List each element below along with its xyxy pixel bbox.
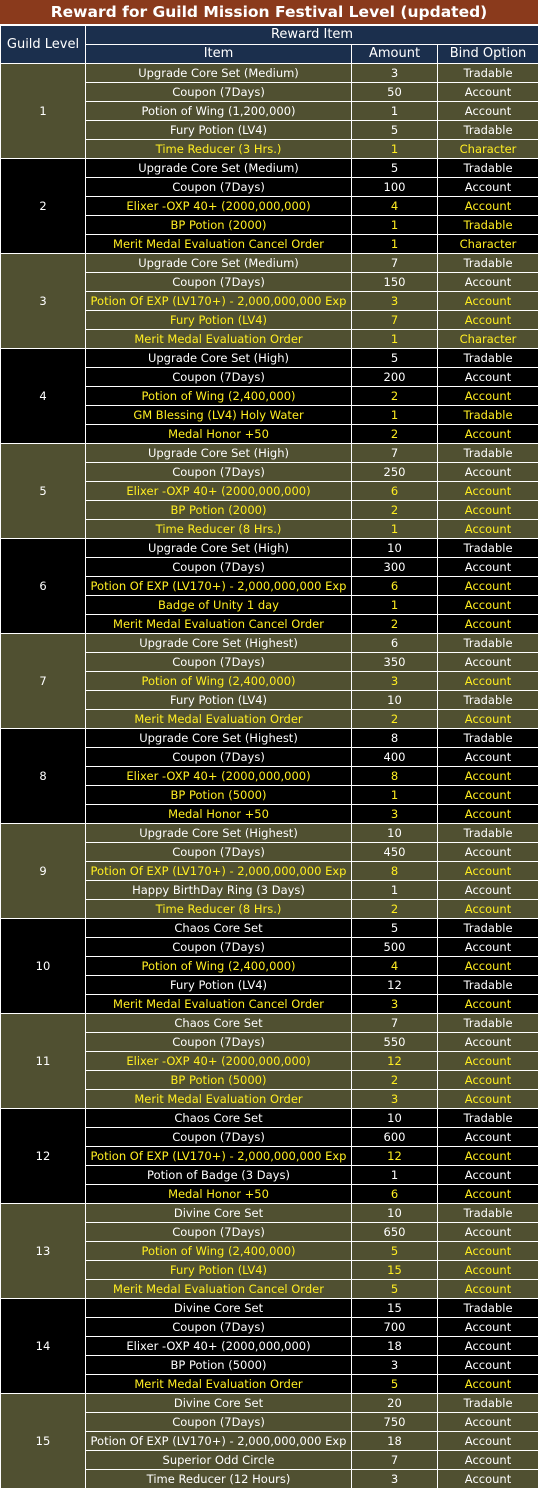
amount-cell: 5 [352,159,438,178]
amount-cell: 1 [352,330,438,349]
header-guild-level: Guild Level [1,26,86,64]
amount-cell: 7 [352,444,438,463]
bind-option-cell: Account [438,805,538,824]
amount-cell: 1 [352,102,438,121]
guild-level-cell: 11 [1,1014,86,1109]
amount-cell: 8 [352,729,438,748]
guild-level-cell: 2 [1,159,86,254]
amount-cell: 100 [352,178,438,197]
bind-option-cell: Tradable [438,634,538,653]
item-cell: Coupon (7Days) [86,558,352,577]
item-cell: Elixer -OXP 40+ (2000,000,000) [86,482,352,501]
item-cell: Coupon (7Days) [86,1128,352,1147]
amount-cell: 18 [352,1432,438,1451]
bind-option-cell: Account [438,1375,538,1394]
item-cell: Coupon (7Days) [86,748,352,767]
item-cell: BP Potion (5000) [86,1071,352,1090]
bind-option-cell: Tradable [438,1014,538,1033]
item-cell: GM Blessing (LV4) Holy Water [86,406,352,425]
amount-cell: 10 [352,691,438,710]
guild-level-cell: 8 [1,729,86,824]
amount-cell: 3 [352,1470,438,1489]
table-row [1,1299,538,1318]
item-cell: Upgrade Core Set (Highest) [86,729,352,748]
amount-cell: 6 [352,577,438,596]
bind-option-cell: Tradable [438,1299,538,1318]
table-row [1,159,538,178]
table-row [1,444,538,463]
guild-level-cell: 1 [1,64,86,159]
table-row [1,64,538,83]
amount-cell: 5 [352,1242,438,1261]
item-cell: Time Reducer (12 Hours) [86,1470,352,1489]
bind-option-cell: Account [438,1451,538,1470]
item-cell: Potion of Wing (2,400,000) [86,1242,352,1261]
table-row [1,349,538,368]
guild-level-cell: 7 [1,634,86,729]
header-item: Item [86,45,352,64]
item-cell: Potion Of EXP (LV170+) - 2,000,000,000 Exp [86,577,352,596]
amount-cell: 7 [352,311,438,330]
item-cell: Upgrade Core Set (High) [86,444,352,463]
table-row [1,824,538,843]
amount-cell: 50 [352,83,438,102]
item-cell: Potion of Wing (1,200,000) [86,102,352,121]
bind-option-cell: Account [438,1166,538,1185]
bind-option-cell: Account [438,463,538,482]
bind-option-cell: Account [438,1337,538,1356]
amount-cell: 1 [352,520,438,539]
item-cell: Elixer -OXP 40+ (2000,000,000) [86,767,352,786]
bind-option-cell: Account [438,1470,538,1489]
reward-table [0,25,538,1489]
item-cell: Upgrade Core Set (High) [86,539,352,558]
amount-cell: 8 [352,767,438,786]
item-cell: Potion Of EXP (LV170+) - 2,000,000,000 Exp [86,1147,352,1166]
bind-option-cell: Tradable [438,824,538,843]
bind-option-cell: Tradable [438,216,538,235]
item-cell: Divine Core Set [86,1299,352,1318]
header-bind-option: Bind Option [438,45,538,64]
reward-table-body [1,64,538,1489]
amount-cell: 12 [352,1147,438,1166]
item-cell: Potion Of EXP (LV170+) - 2,000,000,000 Exp [86,292,352,311]
bind-option-cell: Tradable [438,691,538,710]
bind-option-cell: Account [438,1033,538,1052]
table-row [1,539,538,558]
header-reward-item: Reward Item [86,26,538,45]
bind-option-cell: Account [438,786,538,805]
item-cell: Upgrade Core Set (Highest) [86,634,352,653]
amount-cell: 2 [352,425,438,444]
table-row [1,1204,538,1223]
item-cell: Fury Potion (LV4) [86,311,352,330]
amount-cell: 4 [352,957,438,976]
bind-option-cell: Account [438,957,538,976]
bind-option-cell: Account [438,900,538,919]
amount-cell: 4 [352,197,438,216]
item-cell: Happy BirthDay Ring (3 Days) [86,881,352,900]
bind-option-cell: Character [438,330,538,349]
bind-option-cell: Account [438,1223,538,1242]
item-cell: Divine Core Set [86,1204,352,1223]
bind-option-cell: Account [438,1128,538,1147]
amount-cell: 650 [352,1223,438,1242]
amount-cell: 2 [352,615,438,634]
amount-cell: 6 [352,482,438,501]
amount-cell: 2 [352,501,438,520]
item-cell: Coupon (7Days) [86,273,352,292]
bind-option-cell: Tradable [438,919,538,938]
amount-cell: 3 [352,995,438,1014]
amount-cell: 300 [352,558,438,577]
item-cell: Medal Honor +50 [86,425,352,444]
item-cell: Coupon (7Days) [86,178,352,197]
item-cell: BP Potion (2000) [86,501,352,520]
amount-cell: 12 [352,1052,438,1071]
bind-option-cell: Tradable [438,539,538,558]
guild-level-cell: 13 [1,1204,86,1299]
bind-option-cell: Account [438,1052,538,1071]
bind-option-cell: Account [438,1356,538,1375]
bind-option-cell: Account [438,748,538,767]
guild-level-cell: 6 [1,539,86,634]
amount-cell: 3 [352,64,438,83]
bind-option-cell: Account [438,672,538,691]
item-cell: Superior Odd Circle [86,1451,352,1470]
amount-cell: 1 [352,140,438,159]
bind-option-cell: Account [438,596,538,615]
amount-cell: 1 [352,216,438,235]
item-cell: Upgrade Core Set (Highest) [86,824,352,843]
bind-option-cell: Account [438,501,538,520]
amount-cell: 2 [352,710,438,729]
amount-cell: 20 [352,1394,438,1413]
bind-option-cell: Tradable [438,406,538,425]
amount-cell: 400 [352,748,438,767]
table-row [1,919,538,938]
amount-cell: 5 [352,1280,438,1299]
item-cell: Medal Honor +50 [86,805,352,824]
item-cell: Divine Core Set [86,1394,352,1413]
item-cell: Coupon (7Days) [86,938,352,957]
amount-cell: 1 [352,786,438,805]
table-row [1,729,538,748]
item-cell: Merit Medal Evaluation Order [86,330,352,349]
amount-cell: 150 [352,273,438,292]
guild-level-cell: 5 [1,444,86,539]
amount-cell: 3 [352,292,438,311]
item-cell: Time Reducer (3 Hrs.) [86,140,352,159]
amount-cell: 12 [352,976,438,995]
bind-option-cell: Account [438,710,538,729]
item-cell: Upgrade Core Set (High) [86,349,352,368]
bind-option-cell: Tradable [438,159,538,178]
item-cell: Coupon (7Days) [86,1033,352,1052]
bind-option-cell: Character [438,140,538,159]
amount-cell: 3 [352,1356,438,1375]
item-cell: Coupon (7Days) [86,653,352,672]
item-cell: Potion Of EXP (LV170+) - 2,000,000,000 Exp [86,1432,352,1451]
guild-level-cell: 9 [1,824,86,919]
guild-level-cell: 12 [1,1109,86,1204]
bind-option-cell: Account [438,1261,538,1280]
bind-option-cell: Account [438,311,538,330]
item-cell: Elixer -OXP 40+ (2000,000,000) [86,1337,352,1356]
item-cell: Coupon (7Days) [86,843,352,862]
amount-cell: 3 [352,1090,438,1109]
amount-cell: 2 [352,1071,438,1090]
item-cell: Time Reducer (8 Hrs.) [86,900,352,919]
amount-cell: 5 [352,121,438,140]
bind-option-cell: Account [438,178,538,197]
item-cell: Merit Medal Evaluation Cancel Order [86,995,352,1014]
item-cell: Merit Medal Evaluation Cancel Order [86,235,352,254]
item-cell: BP Potion (5000) [86,1356,352,1375]
item-cell: Potion of Wing (2,400,000) [86,672,352,691]
amount-cell: 1 [352,235,438,254]
bind-option-cell: Tradable [438,121,538,140]
bind-option-cell: Tradable [438,976,538,995]
amount-cell: 5 [352,1375,438,1394]
item-cell: Fury Potion (LV4) [86,1261,352,1280]
bind-option-cell: Account [438,197,538,216]
amount-cell: 250 [352,463,438,482]
amount-cell: 1 [352,596,438,615]
amount-cell: 700 [352,1318,438,1337]
header-amount: Amount [352,45,438,64]
item-cell: Potion of Badge (3 Days) [86,1166,352,1185]
amount-cell: 6 [352,634,438,653]
bind-option-cell: Account [438,862,538,881]
bind-option-cell: Account [438,767,538,786]
item-cell: Elixer -OXP 40+ (2000,000,000) [86,197,352,216]
amount-cell: 1 [352,881,438,900]
header-row-top [1,26,538,45]
amount-cell: 2 [352,387,438,406]
item-cell: Badge of Unity 1 day [86,596,352,615]
guild-level-cell: 10 [1,919,86,1014]
amount-cell: 600 [352,1128,438,1147]
bind-option-cell: Account [438,520,538,539]
bind-option-cell: Account [438,995,538,1014]
bind-option-cell: Account [438,102,538,121]
item-cell: Potion Of EXP (LV170+) - 2,000,000,000 Exp [86,862,352,881]
item-cell: Coupon (7Days) [86,1413,352,1432]
amount-cell: 18 [352,1337,438,1356]
amount-cell: 7 [352,254,438,273]
item-cell: BP Potion (2000) [86,216,352,235]
item-cell: Upgrade Core Set (Medium) [86,159,352,178]
amount-cell: 1 [352,406,438,425]
bind-option-cell: Account [438,881,538,900]
amount-cell: 6 [352,1185,438,1204]
item-cell: Chaos Core Set [86,919,352,938]
item-cell: Medal Honor +50 [86,1185,352,1204]
guild-level-cell: 15 [1,1394,86,1489]
bind-option-cell: Account [438,577,538,596]
bind-option-cell: Tradable [438,1394,538,1413]
amount-cell: 200 [352,368,438,387]
item-cell: Time Reducer (8 Hrs.) [86,520,352,539]
item-cell: Merit Medal Evaluation Order [86,1375,352,1394]
table-row [1,1014,538,1033]
bind-option-cell: Account [438,558,538,577]
bind-option-cell: Account [438,1185,538,1204]
item-cell: Fury Potion (LV4) [86,976,352,995]
bind-option-cell: Tradable [438,729,538,748]
amount-cell: 10 [352,539,438,558]
bind-option-cell: Tradable [438,254,538,273]
amount-cell: 8 [352,862,438,881]
bind-option-cell: Account [438,615,538,634]
bind-option-cell: Account [438,1147,538,1166]
item-cell: Coupon (7Days) [86,83,352,102]
bind-option-cell: Account [438,1242,538,1261]
bind-option-cell: Account [438,843,538,862]
item-cell: Merit Medal Evaluation Order [86,1090,352,1109]
bind-option-cell: Account [438,1090,538,1109]
table-row [1,254,538,273]
bind-option-cell: Account [438,1318,538,1337]
bind-option-cell: Account [438,482,538,501]
guild-level-cell: 4 [1,349,86,444]
amount-cell: 1 [352,1166,438,1185]
bind-option-cell: Account [438,1071,538,1090]
bind-option-cell: Tradable [438,444,538,463]
amount-cell: 550 [352,1033,438,1052]
bind-option-cell: Account [438,292,538,311]
bind-option-cell: Account [438,273,538,292]
item-cell: Coupon (7Days) [86,1223,352,1242]
amount-cell: 10 [352,1109,438,1128]
item-cell: Merit Medal Evaluation Order [86,710,352,729]
item-cell: Potion of Wing (2,400,000) [86,957,352,976]
bind-option-cell: Tradable [438,1204,538,1223]
item-cell: Merit Medal Evaluation Cancel Order [86,615,352,634]
amount-cell: 7 [352,1451,438,1470]
item-cell: Fury Potion (LV4) [86,121,352,140]
amount-cell: 5 [352,349,438,368]
table-row [1,1394,538,1413]
item-cell: Coupon (7Days) [86,368,352,387]
guild-level-cell: 3 [1,254,86,349]
amount-cell: 750 [352,1413,438,1432]
bind-option-cell: Account [438,1280,538,1299]
bind-option-cell: Account [438,938,538,957]
amount-cell: 7 [352,1014,438,1033]
bind-option-cell: Account [438,425,538,444]
item-cell: Merit Medal Evaluation Cancel Order [86,1280,352,1299]
item-cell: Chaos Core Set [86,1014,352,1033]
amount-cell: 15 [352,1261,438,1280]
amount-cell: 10 [352,1204,438,1223]
item-cell: Coupon (7Days) [86,463,352,482]
bind-option-cell: Account [438,368,538,387]
table-row [1,634,538,653]
bind-option-cell: Character [438,235,538,254]
item-cell: Fury Potion (LV4) [86,691,352,710]
bind-option-cell: Account [438,1413,538,1432]
amount-cell: 5 [352,919,438,938]
amount-cell: 2 [352,900,438,919]
amount-cell: 3 [352,672,438,691]
amount-cell: 500 [352,938,438,957]
table-row [1,1109,538,1128]
item-cell: Upgrade Core Set (Medium) [86,254,352,273]
item-cell: Chaos Core Set [86,1109,352,1128]
amount-cell: 10 [352,824,438,843]
bind-option-cell: Account [438,653,538,672]
item-cell: Coupon (7Days) [86,1318,352,1337]
bind-option-cell: Tradable [438,1109,538,1128]
bind-option-cell: Tradable [438,64,538,83]
item-cell: Elixer -OXP 40+ (2000,000,000) [86,1052,352,1071]
bind-option-cell: Tradable [438,349,538,368]
page-title: Reward for Guild Mission Festival Level (updated) [0,0,538,25]
amount-cell: 15 [352,1299,438,1318]
bind-option-cell: Account [438,83,538,102]
amount-cell: 3 [352,805,438,824]
guild-level-cell: 14 [1,1299,86,1394]
item-cell: Potion of Wing (2,400,000) [86,387,352,406]
bind-option-cell: Account [438,387,538,406]
item-cell: Upgrade Core Set (Medium) [86,64,352,83]
bind-option-cell: Account [438,1432,538,1451]
amount-cell: 350 [352,653,438,672]
item-cell: BP Potion (5000) [86,786,352,805]
amount-cell: 450 [352,843,438,862]
